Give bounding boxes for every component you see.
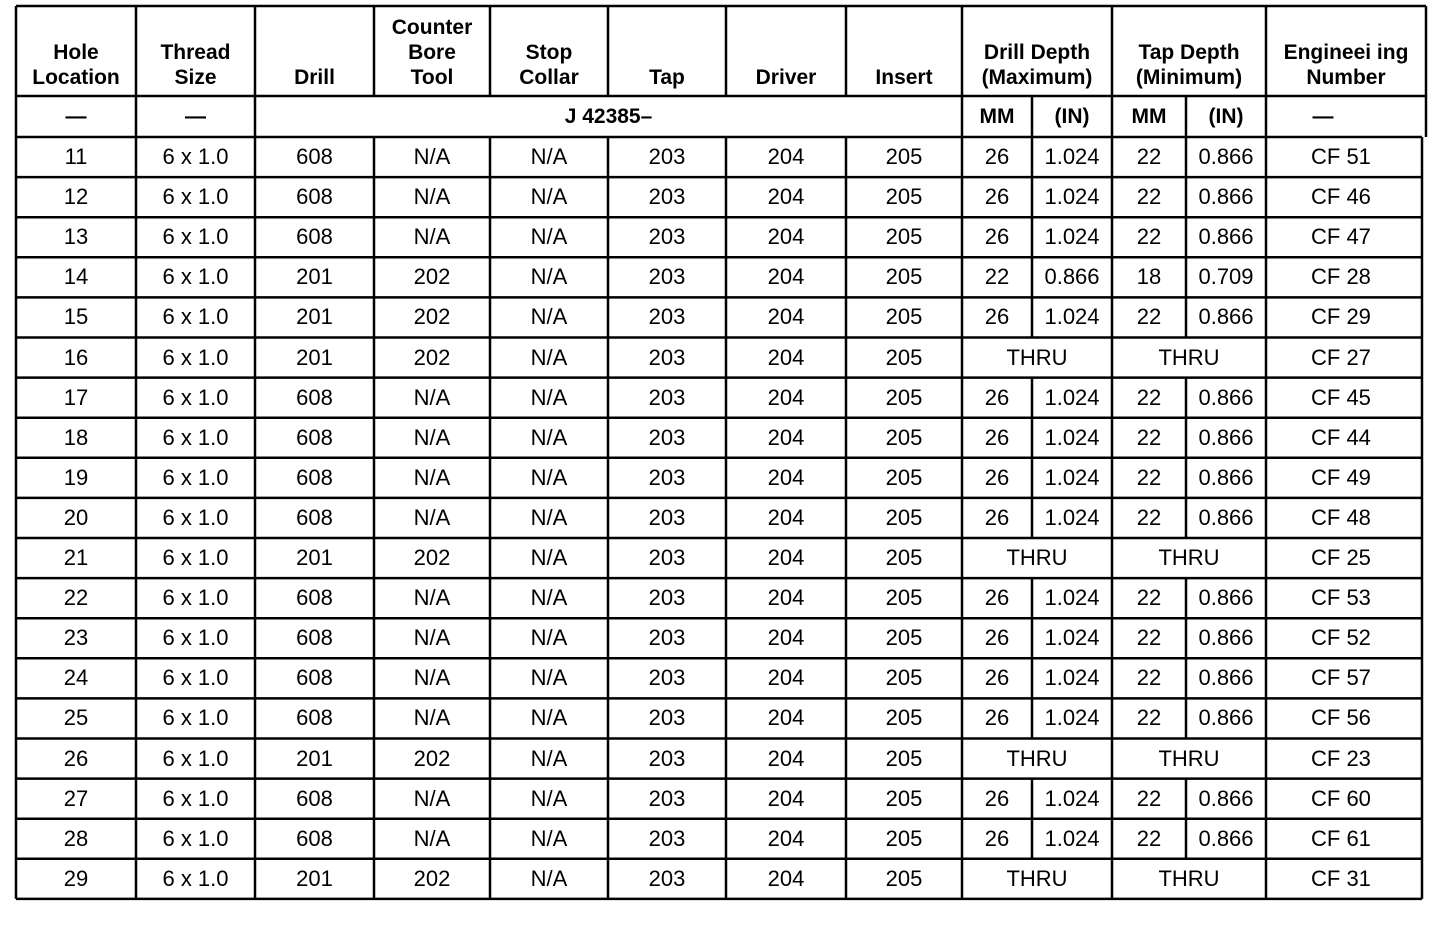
cell-stop-collar: N/A bbox=[530, 264, 568, 290]
cell-tap-depth-mm: 22 bbox=[1136, 504, 1162, 530]
cell-thread-size: 6 x 1.0 bbox=[162, 224, 229, 250]
header-insert-line: Insert bbox=[875, 66, 933, 89]
header-tap-depth-line: Tap Depth bbox=[1138, 41, 1240, 64]
cell-tap-depth-in: 0.866 bbox=[1198, 825, 1254, 851]
cell-tap: 203 bbox=[648, 545, 686, 571]
header-tap-line: Tap bbox=[649, 66, 685, 89]
cell-thread-size: 6 x 1.0 bbox=[162, 384, 229, 410]
header-thread-size bbox=[136, 6, 255, 96]
cell-engineering-number: CF 47 bbox=[1311, 224, 1371, 250]
cell-counter-bore-tool: 202 bbox=[413, 865, 451, 891]
cell-engineering-number: CF 51 bbox=[1311, 144, 1371, 170]
cell-thread-size: 6 x 1.0 bbox=[162, 304, 229, 330]
cell-thread-size: 6 x 1.0 bbox=[162, 464, 229, 490]
cell-drill: 608 bbox=[296, 705, 333, 731]
cell-drill-depth-mm: 26 bbox=[984, 184, 1010, 210]
header-stop-collar-line: Stop bbox=[525, 41, 573, 64]
cell-thread-size: 6 x 1.0 bbox=[162, 424, 229, 450]
cell-insert: 205 bbox=[885, 384, 923, 410]
cell-driver: 204 bbox=[767, 745, 805, 771]
cell-stop-collar: N/A bbox=[530, 504, 568, 530]
cell-stop-collar: N/A bbox=[530, 184, 568, 210]
cell-engineering-number: CF 29 bbox=[1311, 304, 1371, 330]
cell-driver: 204 bbox=[767, 625, 805, 651]
cell-driver: 204 bbox=[767, 344, 805, 370]
cell-drill-depth-mm: 26 bbox=[984, 464, 1010, 490]
cell-drill: 608 bbox=[296, 665, 333, 691]
cell-thread-size: 6 x 1.0 bbox=[162, 665, 229, 691]
cell-tap-depth-in: 0.866 bbox=[1198, 585, 1254, 611]
cell-engineering-number: CF 60 bbox=[1311, 785, 1371, 811]
cell-tap-depth-in: 0.866 bbox=[1198, 665, 1254, 691]
cell-tap: 203 bbox=[648, 504, 686, 530]
cell-drill: 608 bbox=[296, 585, 333, 611]
cell-tap-depth-mm: 22 bbox=[1136, 384, 1162, 410]
cell-driver: 204 bbox=[767, 585, 805, 611]
cell-drill-depth-in: 1.024 bbox=[1044, 384, 1100, 410]
header-tap bbox=[608, 6, 726, 96]
header-hole-location-line: Hole bbox=[53, 41, 99, 64]
cell-stop-collar: N/A bbox=[530, 865, 568, 891]
cell-hole-location: 29 bbox=[63, 865, 89, 891]
cell-drill: 201 bbox=[296, 545, 333, 571]
cell-drill-depth-thru: THRU bbox=[1006, 745, 1068, 771]
cell-stop-collar: N/A bbox=[530, 344, 568, 370]
cell-hole-location: 23 bbox=[63, 625, 89, 651]
cell-driver: 204 bbox=[767, 464, 805, 490]
cell-drill: 608 bbox=[296, 424, 333, 450]
cell-tap: 203 bbox=[648, 745, 686, 771]
cell-driver: 204 bbox=[767, 705, 805, 731]
cell-engineering-number: CF 52 bbox=[1311, 625, 1371, 651]
cell-driver: 204 bbox=[767, 504, 805, 530]
cell-tap-depth-mm: 22 bbox=[1136, 705, 1162, 731]
cell-tap-depth-thru: THRU bbox=[1158, 545, 1220, 571]
header-engineering-number bbox=[1266, 6, 1426, 96]
cell-drill-depth-thru: THRU bbox=[1006, 865, 1068, 891]
cell-counter-bore-tool: N/A bbox=[413, 464, 451, 490]
header-drill-depth-line: (Maximum) bbox=[981, 66, 1093, 89]
cell-hole-location: 15 bbox=[63, 304, 89, 330]
cell-drill: 608 bbox=[296, 384, 333, 410]
cell-driver: 204 bbox=[767, 144, 805, 170]
cell-drill-depth-in: 1.024 bbox=[1044, 144, 1100, 170]
header-drill-depth-line: Drill Depth bbox=[983, 41, 1091, 64]
subheader-tap-in: (IN) bbox=[1208, 105, 1244, 128]
header-counter-bore-tool-line: Bore bbox=[408, 41, 456, 64]
header-insert bbox=[846, 6, 962, 96]
cell-thread-size: 6 x 1.0 bbox=[162, 264, 229, 290]
cell-thread-size: 6 x 1.0 bbox=[162, 184, 229, 210]
cell-hole-location: 12 bbox=[63, 184, 89, 210]
cell-driver: 204 bbox=[767, 304, 805, 330]
cell-tap-depth-in: 0.866 bbox=[1198, 144, 1254, 170]
cell-insert: 205 bbox=[885, 144, 923, 170]
cell-drill: 608 bbox=[296, 825, 333, 851]
cell-engineering-number: CF 23 bbox=[1311, 745, 1371, 771]
cell-insert: 205 bbox=[885, 424, 923, 450]
cell-insert: 205 bbox=[885, 184, 923, 210]
cell-drill-depth-thru: THRU bbox=[1006, 545, 1068, 571]
header-counter-bore-tool-line: Counter bbox=[391, 16, 473, 39]
cell-insert: 205 bbox=[885, 545, 923, 571]
cell-stop-collar: N/A bbox=[530, 585, 568, 611]
cell-tap-depth-in: 0.866 bbox=[1198, 224, 1254, 250]
cell-driver: 204 bbox=[767, 825, 805, 851]
cell-insert: 205 bbox=[885, 224, 923, 250]
cell-driver: 204 bbox=[767, 545, 805, 571]
cell-hole-location: 16 bbox=[63, 344, 89, 370]
cell-counter-bore-tool: N/A bbox=[413, 625, 451, 651]
header-drill-depth bbox=[962, 6, 1112, 96]
cell-counter-bore-tool: N/A bbox=[413, 665, 451, 691]
cell-tap: 203 bbox=[648, 785, 686, 811]
cell-drill-depth-mm: 22 bbox=[984, 264, 1010, 290]
cell-drill: 608 bbox=[296, 464, 333, 490]
cell-thread-size: 6 x 1.0 bbox=[162, 825, 229, 851]
cell-thread-size: 6 x 1.0 bbox=[162, 745, 229, 771]
cell-insert: 205 bbox=[885, 705, 923, 731]
cell-hole-location: 13 bbox=[63, 224, 89, 250]
cell-drill: 608 bbox=[296, 625, 333, 651]
cell-tap-depth-mm: 22 bbox=[1136, 665, 1162, 691]
cell-drill: 608 bbox=[296, 184, 333, 210]
cell-engineering-number: CF 31 bbox=[1311, 865, 1371, 891]
cell-tap: 203 bbox=[648, 344, 686, 370]
cell-stop-collar: N/A bbox=[530, 224, 568, 250]
cell-drill-depth-in: 1.024 bbox=[1044, 625, 1100, 651]
cell-drill-depth-mm: 26 bbox=[984, 384, 1010, 410]
cell-tap-depth-in: 0.709 bbox=[1198, 264, 1254, 290]
cell-engineering-number: CF 44 bbox=[1311, 424, 1371, 450]
cell-tap: 203 bbox=[648, 585, 686, 611]
cell-insert: 205 bbox=[885, 745, 923, 771]
cell-insert: 205 bbox=[885, 785, 923, 811]
subheader-tool-prefix: J 42385– bbox=[564, 105, 653, 128]
header-tap-depth-line: (Minimum) bbox=[1135, 66, 1243, 89]
cell-driver: 204 bbox=[767, 665, 805, 691]
cell-engineering-number: CF 53 bbox=[1311, 585, 1371, 611]
cell-counter-bore-tool: 202 bbox=[413, 545, 451, 571]
cell-engineering-number: CF 57 bbox=[1311, 665, 1371, 691]
cell-stop-collar: N/A bbox=[530, 625, 568, 651]
cell-counter-bore-tool: 202 bbox=[413, 344, 451, 370]
cell-insert: 205 bbox=[885, 825, 923, 851]
cell-insert: 205 bbox=[885, 665, 923, 691]
cell-tap-depth-mm: 22 bbox=[1136, 825, 1162, 851]
cell-counter-bore-tool: N/A bbox=[413, 585, 451, 611]
cell-thread-size: 6 x 1.0 bbox=[162, 785, 229, 811]
header-thread-size-line: Size bbox=[174, 66, 217, 89]
cell-engineering-number: CF 45 bbox=[1311, 384, 1371, 410]
cell-tap-depth-in: 0.866 bbox=[1198, 785, 1254, 811]
cell-tap: 203 bbox=[648, 825, 686, 851]
cell-drill-depth-mm: 26 bbox=[984, 304, 1010, 330]
cell-counter-bore-tool: 202 bbox=[413, 304, 451, 330]
cell-tap: 203 bbox=[648, 424, 686, 450]
cell-drill-depth-in: 1.024 bbox=[1044, 304, 1100, 330]
cell-drill-depth-mm: 26 bbox=[984, 625, 1010, 651]
cell-hole-location: 26 bbox=[63, 745, 89, 771]
cell-drill-depth-mm: 26 bbox=[984, 825, 1010, 851]
cell-drill: 608 bbox=[296, 224, 333, 250]
cell-thread-size: 6 x 1.0 bbox=[162, 144, 229, 170]
cell-stop-collar: N/A bbox=[530, 464, 568, 490]
header-counter-bore-tool-line: Tool bbox=[410, 66, 454, 89]
header-driver bbox=[726, 6, 846, 96]
cell-thread-size: 6 x 1.0 bbox=[162, 585, 229, 611]
subheader-drill-mm: MM bbox=[979, 105, 1015, 128]
cell-tap-depth-in: 0.866 bbox=[1198, 625, 1254, 651]
header-stop-collar bbox=[490, 6, 608, 96]
cell-stop-collar: N/A bbox=[530, 424, 568, 450]
header-drill bbox=[255, 6, 374, 96]
cell-stop-collar: N/A bbox=[530, 304, 568, 330]
cell-tap-depth-in: 0.866 bbox=[1198, 504, 1254, 530]
cell-tap-depth-mm: 22 bbox=[1136, 464, 1162, 490]
cell-drill: 201 bbox=[296, 745, 333, 771]
cell-tap: 203 bbox=[648, 384, 686, 410]
cell-tap-depth-mm: 22 bbox=[1136, 144, 1162, 170]
header-tap-depth bbox=[1112, 6, 1266, 96]
cell-tap: 203 bbox=[648, 705, 686, 731]
subheader-drill-in: (IN) bbox=[1054, 105, 1090, 128]
cell-hole-location: 20 bbox=[63, 504, 89, 530]
cell-hole-location: 22 bbox=[63, 585, 89, 611]
cell-drill: 608 bbox=[296, 785, 333, 811]
cell-insert: 205 bbox=[885, 585, 923, 611]
cell-tap-depth-mm: 22 bbox=[1136, 625, 1162, 651]
cell-drill-depth-in: 1.024 bbox=[1044, 464, 1100, 490]
cell-drill-depth-in: 1.024 bbox=[1044, 224, 1100, 250]
cell-drill: 608 bbox=[296, 144, 333, 170]
cell-tap-depth-mm: 22 bbox=[1136, 184, 1162, 210]
cell-drill: 201 bbox=[296, 304, 333, 330]
cell-drill-depth-thru: THRU bbox=[1006, 344, 1068, 370]
cell-tap-depth-in: 0.866 bbox=[1198, 705, 1254, 731]
header-driver-line: Driver bbox=[755, 66, 817, 89]
cell-engineering-number: CF 61 bbox=[1311, 825, 1371, 851]
cell-engineering-number: CF 28 bbox=[1311, 264, 1371, 290]
cell-stop-collar: N/A bbox=[530, 705, 568, 731]
cell-drill-depth-mm: 26 bbox=[984, 504, 1010, 530]
cell-tap-depth-in: 0.866 bbox=[1198, 304, 1254, 330]
cell-engineering-number: CF 56 bbox=[1311, 705, 1371, 731]
cell-tap-depth-mm: 22 bbox=[1136, 304, 1162, 330]
cell-thread-size: 6 x 1.0 bbox=[162, 865, 229, 891]
header-engineering-number-line: Engineei ing bbox=[1283, 41, 1409, 64]
cell-hole-location: 24 bbox=[63, 665, 89, 691]
header-hole-location bbox=[16, 6, 136, 96]
cell-stop-collar: N/A bbox=[530, 745, 568, 771]
cell-drill-depth-in: 1.024 bbox=[1044, 705, 1100, 731]
cell-tap-depth-mm: 22 bbox=[1136, 585, 1162, 611]
cell-counter-bore-tool: N/A bbox=[413, 705, 451, 731]
cell-insert: 205 bbox=[885, 464, 923, 490]
cell-drill-depth-in: 1.024 bbox=[1044, 504, 1100, 530]
cell-stop-collar: N/A bbox=[530, 545, 568, 571]
cell-hole-location: 11 bbox=[64, 144, 88, 170]
cell-drill-depth-mm: 26 bbox=[984, 224, 1010, 250]
subheader-hole-location: — bbox=[65, 105, 87, 128]
cell-tap-depth-in: 0.866 bbox=[1198, 464, 1254, 490]
cell-driver: 204 bbox=[767, 865, 805, 891]
cell-tap-depth-in: 0.866 bbox=[1198, 184, 1254, 210]
cell-drill-depth-in: 1.024 bbox=[1044, 585, 1100, 611]
cell-tap-depth-thru: THRU bbox=[1158, 865, 1220, 891]
cell-counter-bore-tool: N/A bbox=[413, 384, 451, 410]
cell-tap: 203 bbox=[648, 464, 686, 490]
cell-counter-bore-tool: N/A bbox=[413, 504, 451, 530]
cell-drill-depth-in: 1.024 bbox=[1044, 825, 1100, 851]
cell-drill-depth-mm: 26 bbox=[984, 665, 1010, 691]
cell-engineering-number: CF 48 bbox=[1311, 504, 1371, 530]
cell-drill-depth-in: 0.866 bbox=[1044, 264, 1100, 290]
cell-counter-bore-tool: 202 bbox=[413, 745, 451, 771]
cell-drill: 201 bbox=[296, 344, 333, 370]
subheader-thread-size: — bbox=[185, 105, 206, 128]
cell-insert: 205 bbox=[885, 264, 923, 290]
cell-engineering-number: CF 25 bbox=[1311, 545, 1371, 571]
cell-stop-collar: N/A bbox=[530, 825, 568, 851]
cell-counter-bore-tool: N/A bbox=[413, 184, 451, 210]
cell-thread-size: 6 x 1.0 bbox=[162, 504, 229, 530]
cell-driver: 204 bbox=[767, 384, 805, 410]
header-hole-location-line: Location bbox=[32, 66, 120, 89]
cell-thread-size: 6 x 1.0 bbox=[162, 625, 229, 651]
cell-drill-depth-mm: 26 bbox=[984, 705, 1010, 731]
cell-insert: 205 bbox=[885, 865, 923, 891]
cell-tap: 203 bbox=[648, 144, 686, 170]
cell-thread-size: 6 x 1.0 bbox=[162, 344, 229, 370]
cell-drill-depth-in: 1.024 bbox=[1044, 665, 1100, 691]
cell-counter-bore-tool: 202 bbox=[413, 264, 451, 290]
subheader-engineering: — bbox=[1312, 105, 1334, 128]
cell-counter-bore-tool: N/A bbox=[413, 424, 451, 450]
cell-tap: 203 bbox=[648, 264, 686, 290]
cell-drill: 201 bbox=[296, 264, 333, 290]
cell-driver: 204 bbox=[767, 424, 805, 450]
cell-hole-location: 18 bbox=[63, 424, 89, 450]
header-stop-collar-line: Collar bbox=[519, 66, 579, 89]
cell-counter-bore-tool: N/A bbox=[413, 825, 451, 851]
cell-engineering-number: CF 27 bbox=[1311, 344, 1371, 370]
cell-insert: 205 bbox=[885, 304, 923, 330]
cell-drill: 201 bbox=[296, 865, 333, 891]
cell-stop-collar: N/A bbox=[530, 384, 568, 410]
header-engineering-number-line: Number bbox=[1306, 66, 1386, 89]
cell-insert: 205 bbox=[885, 504, 923, 530]
cell-hole-location: 14 bbox=[63, 264, 89, 290]
cell-stop-collar: N/A bbox=[530, 665, 568, 691]
cell-tap-depth-mm: 22 bbox=[1136, 785, 1162, 811]
cell-counter-bore-tool: N/A bbox=[413, 224, 451, 250]
cell-tap-depth-in: 0.866 bbox=[1198, 424, 1254, 450]
cell-thread-size: 6 x 1.0 bbox=[162, 705, 229, 731]
cell-hole-location: 28 bbox=[63, 825, 89, 851]
cell-tap: 203 bbox=[648, 665, 686, 691]
cell-driver: 204 bbox=[767, 224, 805, 250]
cell-driver: 204 bbox=[767, 785, 805, 811]
cell-drill-depth-mm: 26 bbox=[984, 785, 1010, 811]
header-thread-size-line: Thread bbox=[160, 41, 231, 64]
cell-drill-depth-in: 1.024 bbox=[1044, 184, 1100, 210]
cell-drill: 608 bbox=[296, 504, 333, 530]
cell-driver: 204 bbox=[767, 264, 805, 290]
cell-driver: 204 bbox=[767, 184, 805, 210]
cell-tap-depth-mm: 22 bbox=[1136, 224, 1162, 250]
cell-drill-depth-in: 1.024 bbox=[1044, 785, 1100, 811]
header-drill-line: Drill bbox=[294, 66, 335, 89]
cell-counter-bore-tool: N/A bbox=[413, 785, 451, 811]
cell-hole-location: 25 bbox=[63, 705, 89, 731]
cell-thread-size: 6 x 1.0 bbox=[162, 545, 229, 571]
header-counter-bore-tool bbox=[374, 6, 490, 96]
cell-engineering-number: CF 46 bbox=[1311, 184, 1371, 210]
cell-tap-depth-mm: 18 bbox=[1136, 264, 1162, 290]
cell-insert: 205 bbox=[885, 344, 923, 370]
cell-insert: 205 bbox=[885, 625, 923, 651]
cell-drill-depth-mm: 26 bbox=[984, 585, 1010, 611]
cell-stop-collar: N/A bbox=[530, 144, 568, 170]
cell-tap: 203 bbox=[648, 625, 686, 651]
cell-stop-collar: N/A bbox=[530, 785, 568, 811]
cell-tap-depth-thru: THRU bbox=[1158, 344, 1220, 370]
cell-drill-depth-mm: 26 bbox=[984, 424, 1010, 450]
cell-tap: 203 bbox=[648, 865, 686, 891]
cell-hole-location: 27 bbox=[63, 785, 89, 811]
cell-tap: 203 bbox=[648, 184, 686, 210]
cell-tap: 203 bbox=[648, 224, 686, 250]
cell-counter-bore-tool: N/A bbox=[413, 144, 451, 170]
cell-drill-depth-mm: 26 bbox=[984, 144, 1010, 170]
cell-tap-depth-mm: 22 bbox=[1136, 424, 1162, 450]
cell-hole-location: 19 bbox=[63, 464, 89, 490]
cell-hole-location: 21 bbox=[63, 545, 89, 571]
cell-drill-depth-in: 1.024 bbox=[1044, 424, 1100, 450]
cell-hole-location: 17 bbox=[63, 384, 89, 410]
cell-tap-depth-thru: THRU bbox=[1158, 745, 1220, 771]
subheader-tap-mm: MM bbox=[1131, 105, 1167, 128]
cell-tap: 203 bbox=[648, 304, 686, 330]
cell-tap-depth-in: 0.866 bbox=[1198, 384, 1254, 410]
cell-engineering-number: CF 49 bbox=[1311, 464, 1371, 490]
